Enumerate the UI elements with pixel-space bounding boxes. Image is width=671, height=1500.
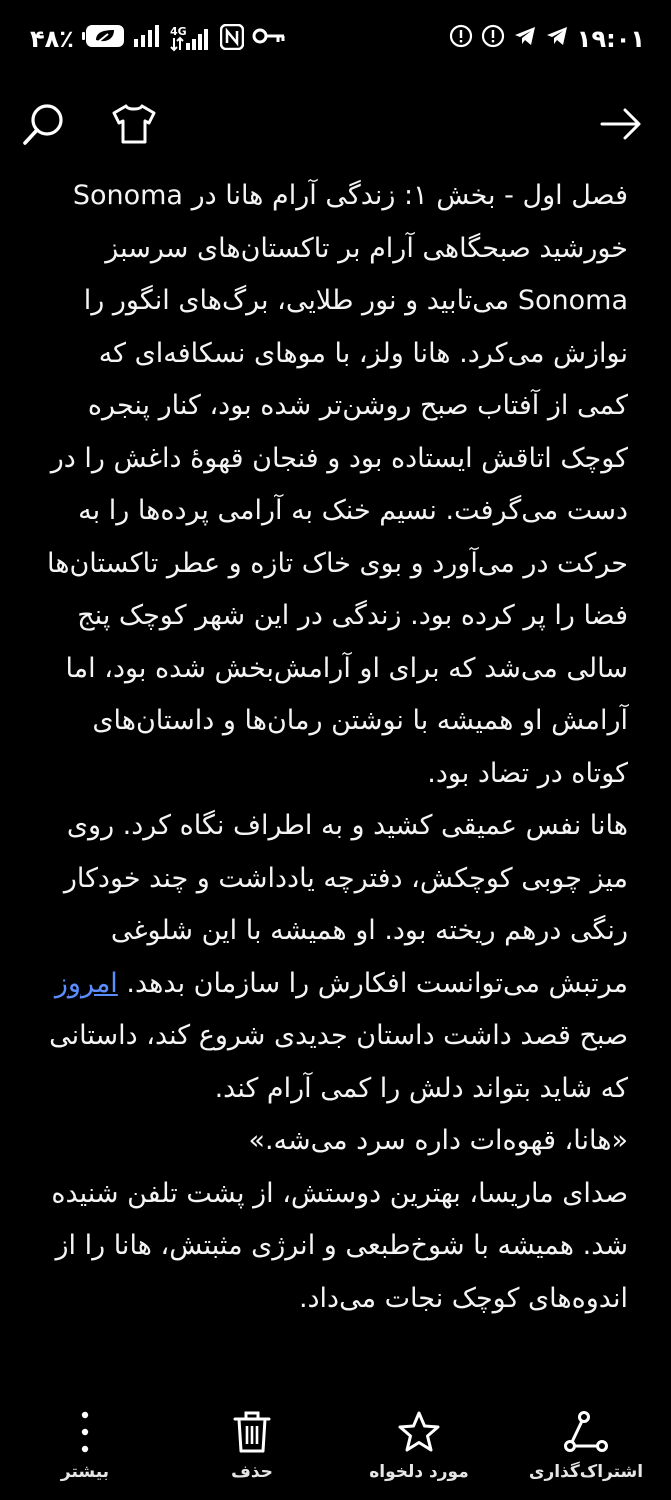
- nfc-icon: [220, 24, 244, 54]
- note-paragraph: [40, 800, 628, 1115]
- status-bar-left: [30, 24, 286, 54]
- date-link[interactable]: امروز: [54, 967, 118, 999]
- bottom-action-bar: [0, 1400, 671, 1500]
- search-icon: [21, 101, 67, 147]
- battery-percent: ۴۸٪: [30, 25, 74, 53]
- alert-icon: [481, 24, 505, 54]
- network-type-label: 4G: [169, 25, 187, 38]
- back-arrow-icon: [598, 101, 644, 147]
- note-toolbar: [0, 96, 671, 152]
- share-icon: [563, 1410, 609, 1454]
- back-button[interactable]: [593, 96, 649, 152]
- telegram-icon: [513, 24, 537, 54]
- note-text-segment: صبح قصد داشت داستان جدیدی شروع کند، داستانی که شاید بتواند دلش را کمی آرام کند.: [49, 1020, 628, 1104]
- status-bar-right: [449, 24, 645, 54]
- signal-4g-icon: [170, 24, 212, 54]
- note-quote: «هانا، قهوه‌ات داره سرد می‌شه.»: [248, 1125, 628, 1156]
- note-heading: فصل اول - بخش ۱: زندگی آرام هانا در Sonoma: [72, 180, 628, 211]
- star-icon: [397, 1410, 441, 1454]
- more-button[interactable]: [10, 1410, 160, 1490]
- favorite-button[interactable]: [344, 1410, 494, 1490]
- note-text-segment: هانا نفس عمیقی کشید و به اطراف نگاه کرد. روی میز چوبی کوچکش، دفترچه یادداشت و چند خودکار رنگی درهم ریخته بود. او همیشه با این شلوغی مرتبش می‌توانست افکارش را سازمان بدهد.: [63, 810, 628, 999]
- battery-icon: [82, 24, 126, 54]
- delete-button[interactable]: [177, 1410, 327, 1490]
- delete-label: حذف: [231, 1462, 273, 1482]
- favorite-label: مورد دلخواه: [369, 1462, 469, 1482]
- note-paragraph: خورشید صبحگاهی آرام بر تاکستان‌های سرسبز Sonoma می‌تابید و نور طلایی، برگ‌های انگور را نوازش می‌کرد. هانا ولز، با موهای نسکافه‌ای که کمی از آفتاب صبح روشن‌تر شده بود، کنار پنجره کوچک اتاقش ایستاده بود و فنجان قهوهٔ داغش را در دست می‌گرفت. نسیم خنک به آرامی پرده‌ها را به حرکت در می‌آورد و بوی خاک تازه و عطر تاکستان‌ها فضا را پر کرده بود. زندگی در این شهر کوچک پنج سالی می‌شد که برای او آرامش‌بخش شده بود، اما آرامش او همیشه با نوشتن رمان‌ها و داستان‌های کوتاه در تضاد بود.: [46, 232, 628, 789]
- shirt-icon: [111, 101, 157, 147]
- search-button[interactable]: [16, 96, 72, 152]
- share-label: اشتراک‌گذاری: [528, 1462, 644, 1482]
- share-button[interactable]: [511, 1410, 661, 1490]
- status-bar: [0, 18, 671, 62]
- key-icon: [252, 24, 286, 54]
- more-label: بیشتر: [60, 1462, 110, 1482]
- trash-icon: [232, 1410, 272, 1454]
- alert-icon: [449, 24, 473, 54]
- note-body[interactable]: [40, 170, 628, 1325]
- theme-button[interactable]: [106, 96, 162, 152]
- telegram-icon: [545, 24, 569, 54]
- signal-icon: [134, 24, 162, 54]
- more-vertical-icon: [75, 1410, 95, 1454]
- note-paragraph: صدای ماریسا، بهترین دوستش، از پشت تلفن شنیده شد. همیشه با شوخ‌طبعی و انرژی مثبتش، هانا را از اندوه‌های کوچک نجات می‌داد.: [51, 1177, 628, 1314]
- status-time: ۱۹:۰۱: [576, 25, 645, 53]
